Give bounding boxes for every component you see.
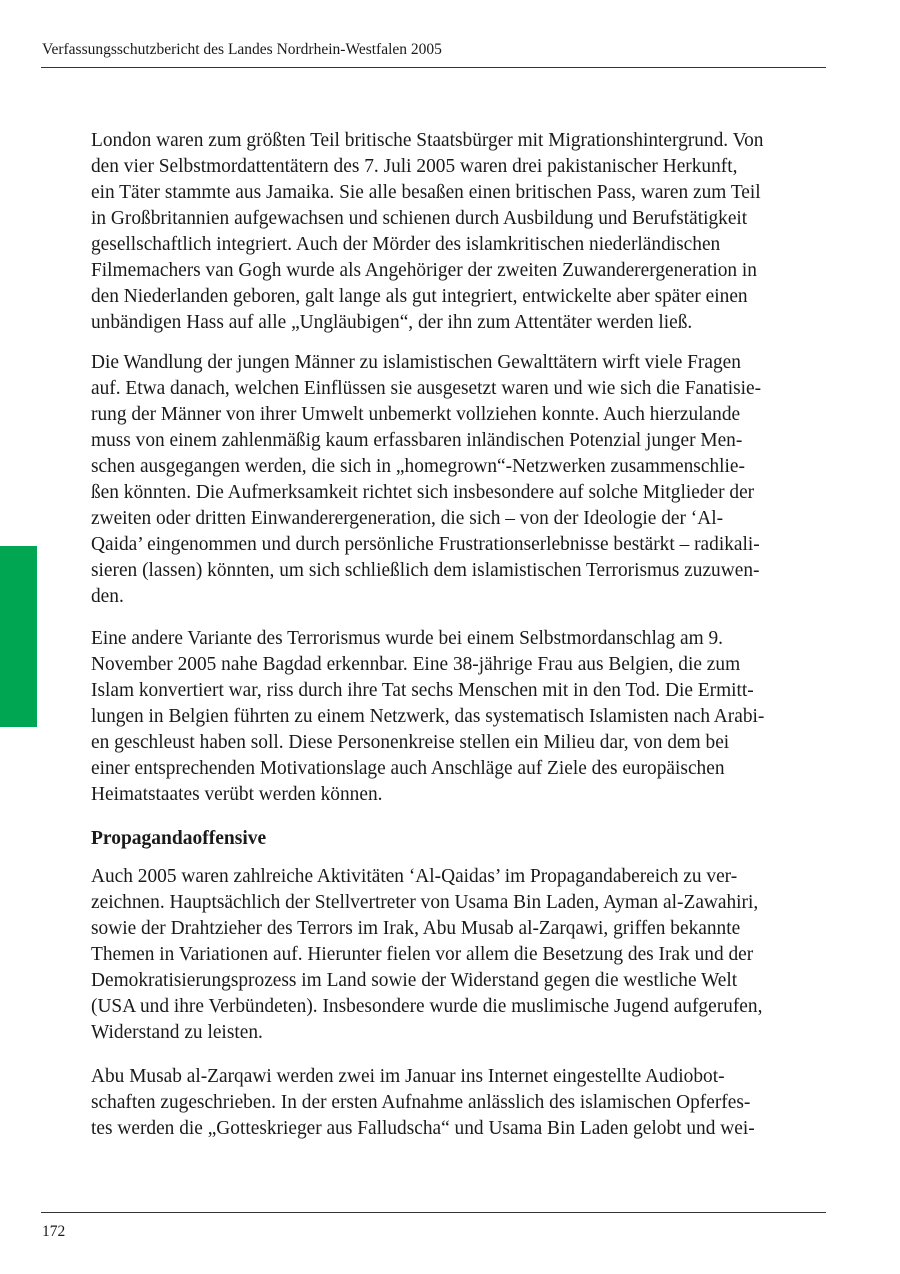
text-line: rung der Männer von ihrer Umwelt unbemerkt vollziehen konnte. Auch hierzulande [91, 404, 741, 425]
paragraph-3 [91, 626, 831, 808]
text-line: Eine andere Variante des Terrorismus wurde bei einem Selbstmordanschlag am 9. [91, 628, 724, 649]
text-line: zweiten oder dritten Einwanderergeneration, die sich – von der Ideologie der ‘Al- [91, 508, 724, 529]
text-line: den Niederlanden geboren, galt lange als gut integriert, entwickelte aber später einen [91, 286, 748, 307]
text-line: en geschleust haben soll. Diese Personenkreise stellen ein Milieu dar, von dem bei [91, 732, 730, 753]
text-line: November 2005 nahe Bagdad erkennbar. Eine 38-jährige Frau aus Belgien, die zum [91, 654, 741, 675]
text-line: ßen könnten. Die Aufmerksamkeit richtet sich insbesondere auf solche Mitglieder der [91, 482, 755, 503]
section-heading: Propagandaoffensive [91, 828, 267, 849]
text-line: Themen in Variationen auf. Hierunter fielen vor allem die Besetzung des Irak und der [91, 944, 754, 965]
text-line: Die Wandlung der jungen Männer zu islamistischen Gewalttätern wirft viele Fragen [91, 352, 741, 373]
text-line: sieren (lassen) könnten, um sich schließlich dem islamistischen Terrorismus zuzuwen- [91, 560, 760, 581]
text-line: in Großbritannien aufgewachsen und schienen durch Ausbildung und Berufstätigkeit [91, 208, 748, 229]
header-rule [41, 67, 826, 68]
section-heading-container [91, 826, 831, 852]
text-line: Islam konvertiert war, riss durch ihre Tat sechs Menschen mit in den Tod. Die Ermitt- [91, 680, 754, 701]
text-line: den. [91, 586, 124, 607]
text-line: Qaida’ eingenommen und durch persönliche Frustrationserlebnisse bestärkt – radikali- [91, 534, 760, 555]
text-line: muss von einem zahlenmäßig kaum erfassbaren inländischen Potenzial junger Men- [91, 430, 743, 451]
paragraph-5 [91, 1064, 831, 1142]
text-line: schaften zugeschrieben. In der ersten Aufnahme anlässlich des islamischen Opferfes- [91, 1092, 751, 1113]
text-line: Abu Musab al-Zarqawi werden zwei im Januar ins Internet eingestellte Audiobot- [91, 1066, 725, 1087]
text-line: Auch 2005 waren zahlreiche Aktivitäten ‘Al-Qaidas’ im Propagandabereich zu ver- [91, 866, 738, 887]
text-line: zeichnen. Hauptsächlich der Stellvertreter von Usama Bin Laden, Ayman al-Zawahiri, [91, 892, 759, 913]
text-line: ein Täter stammte aus Jamaika. Sie alle besaßen einen britischen Pass, waren zum Teil [91, 182, 761, 203]
text-line: schen ausgegangen werden, die sich in „homegrown“-Netzwerken zusammenschlie- [91, 456, 745, 477]
text-line: gesellschaftlich integriert. Auch der Mörder des islamkritischen niederländischen [91, 234, 721, 255]
text-line: einer entsprechenden Motivationslage auch Anschläge auf Ziele des europäischen [91, 758, 725, 779]
text-line: den vier Selbstmordattentätern des 7. Juli 2005 waren drei pakistanischer Herkunft, [91, 156, 738, 177]
text-line: Heimatstaates verübt werden können. [91, 784, 383, 805]
text-line: London waren zum größten Teil britische Staatsbürger mit Migrationshintergrund. Von [91, 130, 764, 151]
text-line: auf. Etwa danach, welchen Einflüssen sie ausgesetzt waren und wie sich die Fanatisie- [91, 378, 762, 399]
text-line: Demokratisierungsprozess im Land sowie der Widerstand gegen die westliche Welt [91, 970, 738, 991]
paragraph-4 [91, 864, 831, 1046]
text-line: lungen in Belgien führten zu einem Netzwerk, das systematisch Islamisten nach Arabi- [91, 706, 765, 727]
text-line: unbändigen Hass auf alle „Ungläubigen“, der ihn zum Attentäter werden ließ. [91, 312, 693, 333]
text-line: (USA und ihre Verbündeten). Insbesondere wurde die muslimische Jugend aufgerufen, [91, 996, 763, 1017]
section-side-tab [0, 546, 37, 727]
text-line: Filmemachers van Gogh wurde als Angehöriger der zweiten Zuwanderergeneration in [91, 260, 757, 281]
text-line: Widerstand zu leisten. [91, 1022, 263, 1043]
page-number: 172 [42, 1223, 66, 1240]
footer-rule [41, 1212, 826, 1213]
paragraph-2 [91, 350, 831, 610]
running-header: Verfassungsschutzbericht des Landes Nordrhein-Westfalen 2005 [42, 41, 442, 58]
paragraph-1 [91, 128, 831, 336]
text-line: tes werden die „Gotteskrieger aus Falludscha“ und Usama Bin Laden gelobt und wei- [91, 1118, 755, 1139]
text-line: sowie der Drahtzieher des Terrors im Irak, Abu Musab al-Zarqawi, griffen bekannte [91, 918, 741, 939]
